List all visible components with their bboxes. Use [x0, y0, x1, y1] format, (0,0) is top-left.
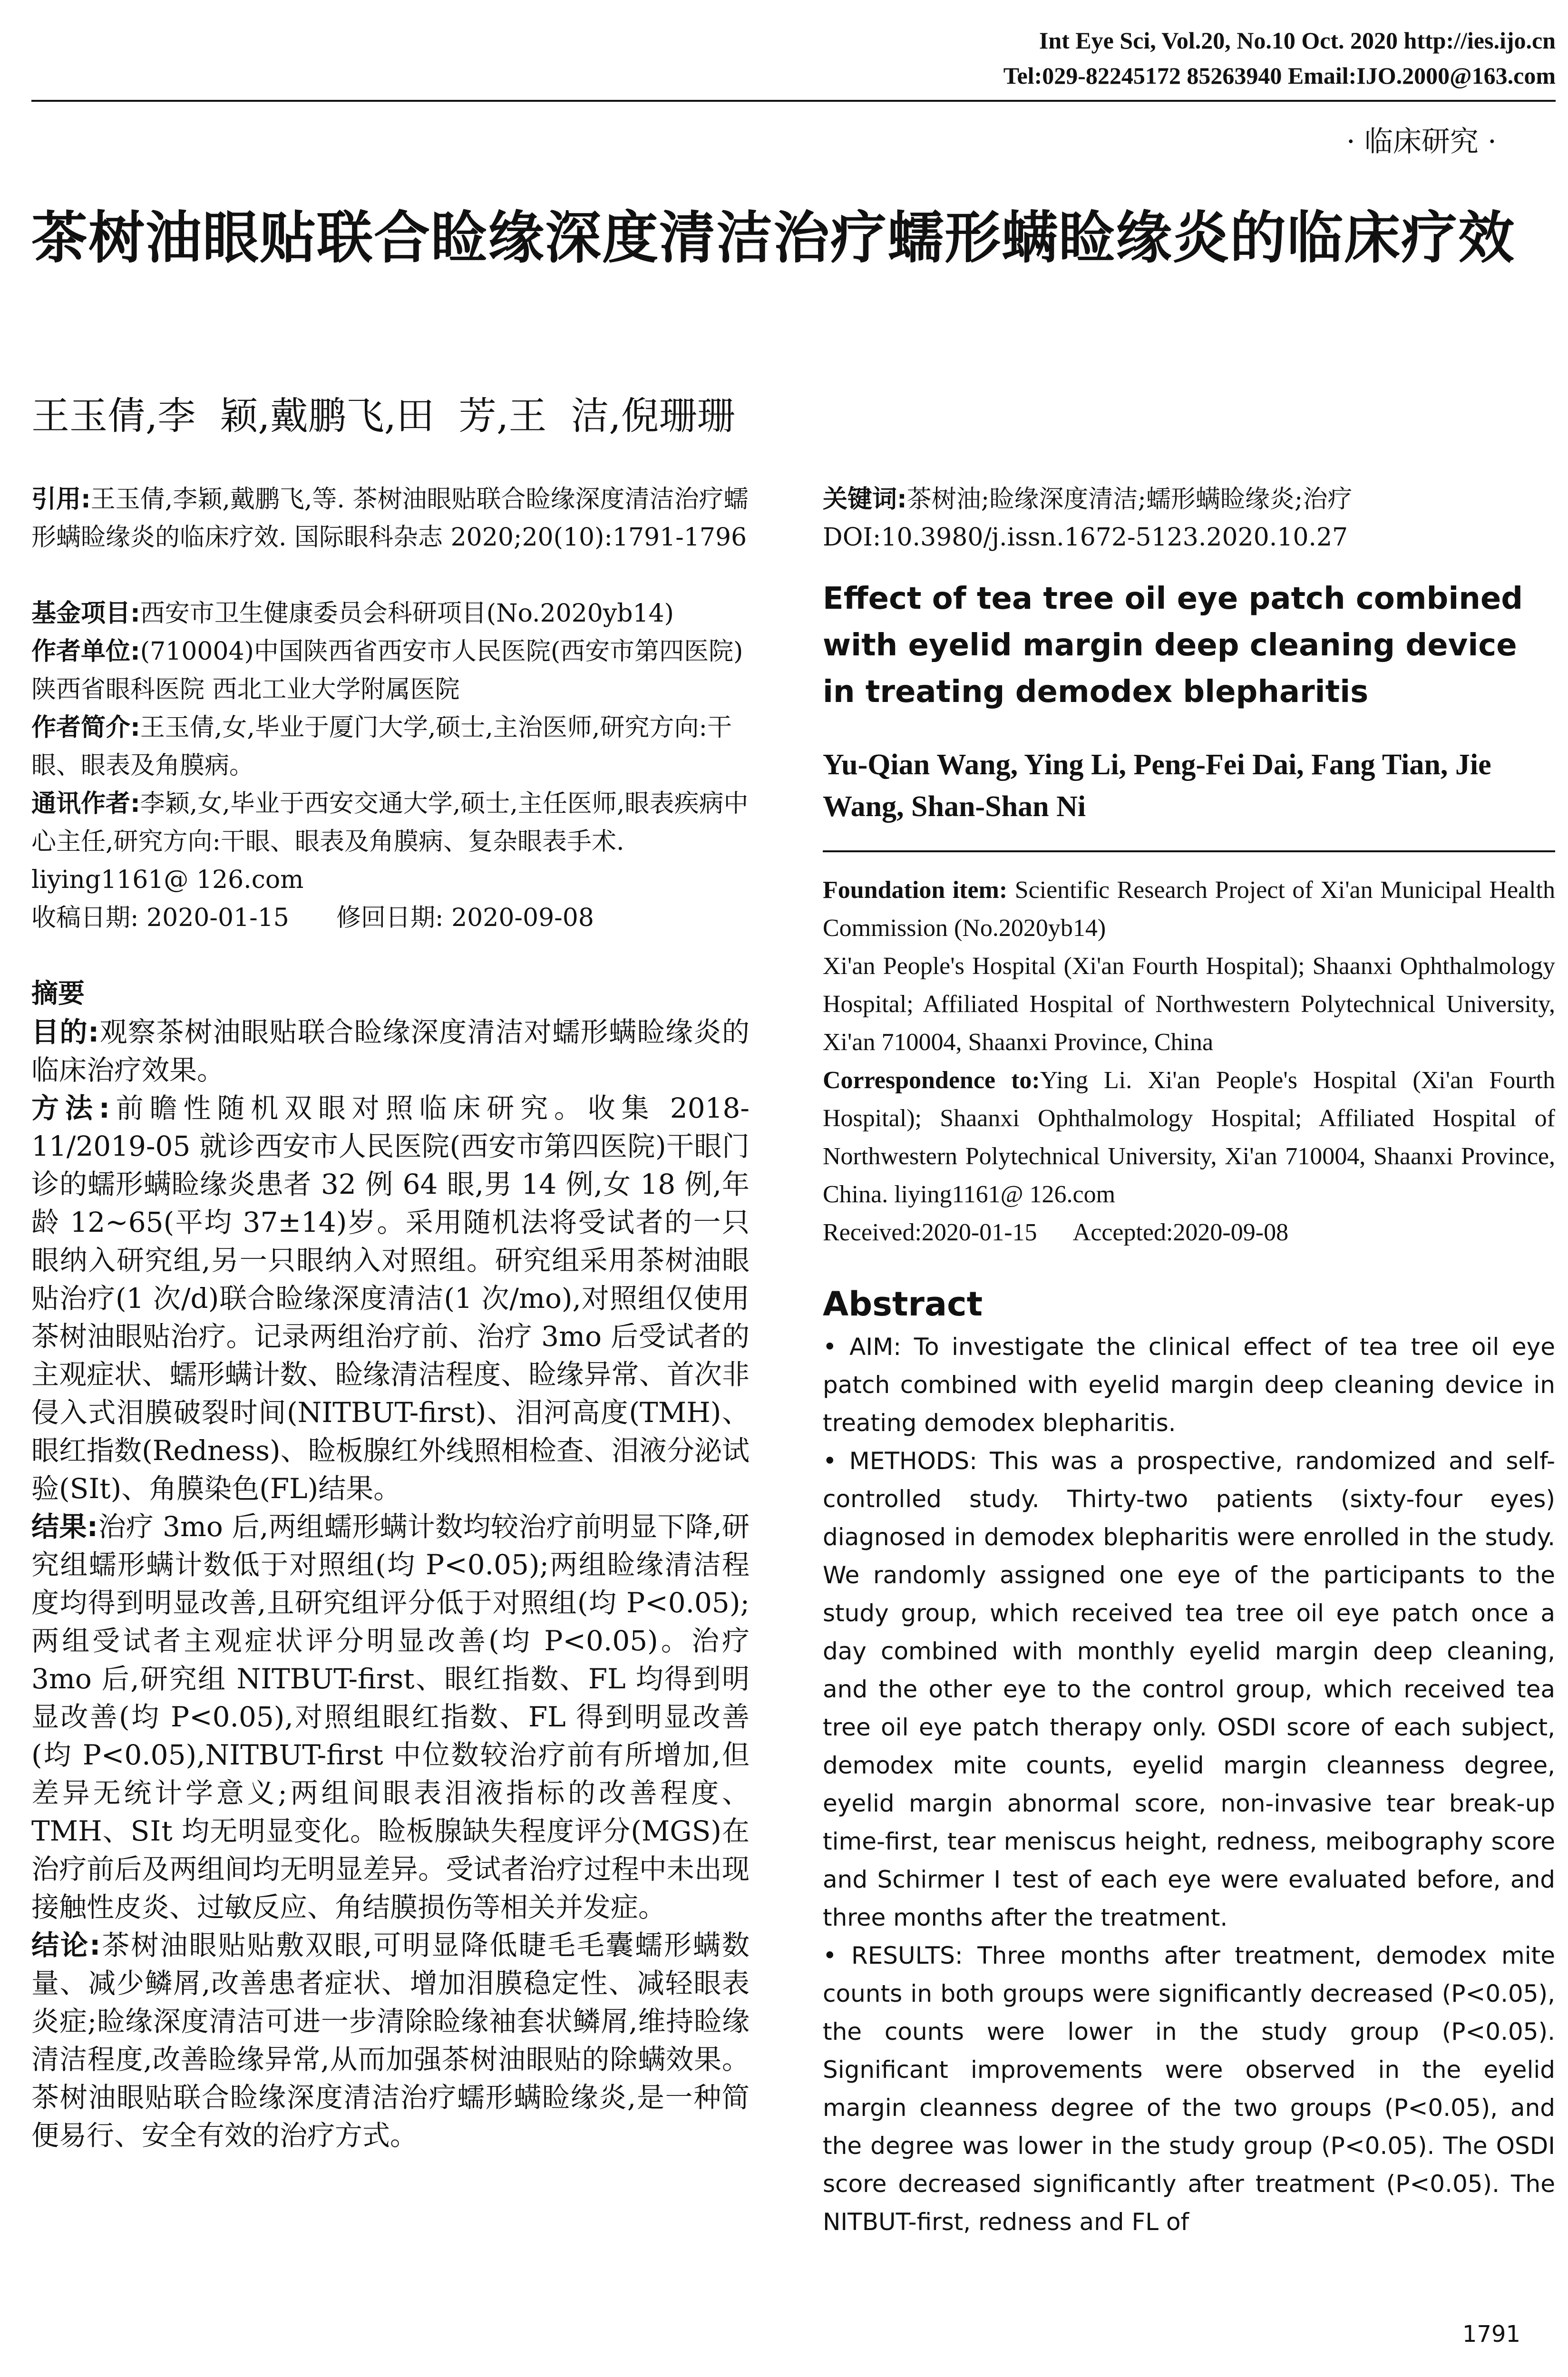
abstract-heading-en: Abstract	[823, 1285, 983, 1324]
aim-label-cn: 目的:	[31, 1016, 99, 1048]
foundation-item	[823, 871, 1555, 947]
abstract-conclusion-cn	[31, 1926, 750, 2154]
results-text-cn: 治疗 3mo 后,两组蠕形螨计数均较治疗前明显下降,研究组蠕形螨计数低于对照组(均 P<0.05);两组睑缘清洁程度均得到明显改善,且研究组评分低于对照组(均 P<0.05);两组受试者主观症状评分明显改善(均 P<0.05)。治疗 3mo 后,研究组 NITBUT-first、眼红指数、FL 均得到明显改善(均 P<0.05),对照组眼红指数、FL 得到明显改善(均 P<0.05),NITBUT-first 中位数较治疗前有所增加,但差异无统计学意义;两组间眼表泪液指标的改善程度、TMH、SⅠt 均无明显变化。睑板腺缺失程度评分(MGS)在治疗前后及两组间均无明显差异。受试者治疗过程中未出现接触性皮炎、过敏反应、角结膜损伤等相关并发症。	[31, 1510, 750, 1923]
abstract-results-cn	[31, 1508, 750, 1926]
results-text-en: Three months after treatment, demodex mite counts in both groups were significantly decreased (P<0.05), the counts were lower in the study group (P<0.05). Significant improvements were observed in the eyelid margin cleanness degree of the two groups (P<0.05), and the degree was lower in the study group (P<0.05). The OSDI score decreased significantly after treatment (P<0.05). The NITBUT-first, redness and FL of	[823, 1942, 1555, 2236]
foundation-text: Scientific Research Project of Xi'an Municipal Health Commission (No.2020yb14)	[823, 877, 1556, 942]
page-number: 1791	[1462, 2321, 1520, 2348]
spacer	[31, 937, 750, 975]
english-authors: Yu-Qian Wang, Ying Li, Peng-Fei Dai, Fang Tian, Jie Wang, Shan-Shan Ni	[823, 749, 1491, 823]
affiliation: Xi'an People's Hospital (Xi'an Fourth Hospital); Shaanxi Ophthalmology Hospital; Affiliated Hospital of Northwestern Polytechnical University, Xi'an 710004, Shaanxi Province, China	[823, 953, 1555, 1056]
english-title: Effect of tea tree oil eye patch combined with eyelid margin deep cleaning device in treating demodex blepharitis	[823, 581, 1523, 710]
corr-label: 通讯作者:	[31, 789, 140, 818]
concl-label-cn: 结论:	[31, 1929, 101, 1961]
author-unit	[31, 633, 750, 709]
right-column	[823, 480, 1555, 2241]
bio-label: 作者简介:	[31, 713, 140, 742]
fund-label: 基金项目:	[31, 599, 140, 628]
abstract-methods-en	[823, 1442, 1555, 1937]
header-rule	[31, 100, 1556, 102]
aim-label-en: • AIM:	[823, 1333, 902, 1361]
journal-header-line2: Tel:029-82245172 85263940 Email:IJO.2000@163.com	[1003, 62, 1556, 89]
citation	[31, 480, 750, 556]
bio-text: 王玉倩,女,毕业于厦门大学,硕士,主治医师,研究方向:干眼、眼表及角膜病。	[31, 713, 732, 780]
abstract-results-en	[823, 1937, 1555, 2241]
authors-chinese: 王玉倩,李 颖,戴鹏飞,田 芳,王 洁,倪珊珊	[31, 394, 735, 438]
correspondence-text: Ying Li. Xi'an People's Hospital (Xi'an Fourth Hospital); Shaanxi Ophthalmology Hospital; Affiliated Hospital of Northwestern Polytechnical University, Xi'an 710004, Shaanxi Province, China. liying1161@ 126.com	[823, 1067, 1555, 1208]
results-label-cn: 结果:	[31, 1510, 98, 1543]
fund-text: 西安市卫生健康委员会科研项目(No.2020yb14)	[140, 599, 674, 628]
received-accepted: Received:2020-01-15 Accepted:2020-09-08	[823, 1219, 1289, 1246]
unit-label: 作者单位:	[31, 637, 140, 666]
spacer	[31, 556, 750, 594]
citation-text: 王玉倩,李颖,戴鹏飞,等. 茶树油眼贴联合睑缘深度清洁治疗蠕形螨睑缘炎的临床疗效. 国际眼科杂志 2020;20(10):1791-1796	[31, 485, 749, 552]
keywords-label: 关键词:	[823, 485, 907, 514]
left-column	[31, 480, 750, 2154]
citation-label: 引用:	[31, 485, 91, 514]
fund-item	[31, 594, 750, 633]
abstract-heading-cn: 摘要	[31, 978, 85, 1009]
methods-text-en: This was a prospective, randomized and self-controlled study. Thirty-two patients (sixty-four eyes) diagnosed in demodex blepharitis were enrolled in the study. We randomly assigned one eye of the participants to the study group, which received tea tree oil eye patch once a day combined with monthly eyelid margin deep cleaning, and the other eye to the control group, which received tea tree oil eye patch therapy only. OSDI score of each subject, demodex mite counts, eyelid margin cleanness degree, eyelid margin abnormal score, non-invasive tear break-up time-first, tear meniscus height, redness, meibography score and Schirmer Ⅰ test of each eye were evaluated before, and three months after the treatment.	[823, 1447, 1555, 1931]
article-title: 茶树油眼贴联合睑缘深度清洁治疗蠕形螨睑缘炎的临床疗效	[31, 205, 1516, 271]
author-bio	[31, 709, 750, 785]
keywords	[823, 480, 1555, 518]
methods-text-cn: 前瞻性随机双眼对照临床研究。收集 2018-11/2019-05 就诊西安市人民医院(西安市第四医院)干眼门诊的蠕形螨睑缘炎患者 32 例 64 眼,男 14 例,女 18 例,年龄 12~65(平均 37±14)岁。采用随机法将受试者的一只眼纳入研究组,另一只眼纳入对照组。研究组采用茶树油眼贴治疗(1 次/d)联合睑缘深度清洁(1 次/mo),对照组仅使用茶树油眼贴治疗。记录两组治疗前、治疗 3mo 后受试者的主观症状、蠕形螨计数、睑缘清洁程度、睑缘异常、首次非侵入式泪膜破裂时间(NITBUT-first)、泪河高度(TMH)、眼红指数(Redness)、睑板腺红外线照相检查、泪液分泌试验(SⅠt)、角膜染色(FL)结果。	[31, 1092, 750, 1505]
unit-text: (710004)中国陕西省西安市人民医院(西安市第四医院)陕西省眼科医院 西北工业大学附属医院	[31, 637, 743, 704]
doi: DOI:10.3980/j.issn.1672-5123.2020.10.27	[823, 523, 1348, 552]
received-dates: 收稿日期: 2020-01-15 修回日期: 2020-09-08	[31, 904, 594, 932]
correspondence-label: Correspondence to:	[823, 1067, 1040, 1094]
abstract-aim-cn	[31, 1013, 750, 1089]
concl-text-cn: 茶树油眼贴贴敷双眼,可明显降低睫毛毛囊蠕形螨数量、减少鳞屑,改善患者症状、增加泪膜稳定性、减轻眼表炎症;睑缘深度清洁可进一步清除睑缘袖套状鳞屑,维持睑缘清洁程度,改善睑缘异常,从而加强茶树油眼贴的除螨效果。茶树油眼贴联合睑缘深度清洁治疗蠕形螨睑缘炎,是一种简便易行、安全有效的治疗方式。	[31, 1929, 750, 2152]
abstract-methods-cn	[31, 1089, 750, 1508]
section-category: · 临床研究 ·	[1346, 125, 1497, 158]
aim-text-cn: 观察茶树油眼贴联合睑缘深度清洁对蠕形螨睑缘炎的临床治疗效果。	[31, 1016, 750, 1086]
section-rule	[823, 850, 1555, 852]
corr-text: 李颖,女,毕业于西安交通大学,硕士,主任医师,眼表疾病中心主任,研究方向:干眼、眼表及角膜病、复杂眼表手术. liying1161@ 126.com	[31, 789, 749, 894]
methods-label-cn: 方法:	[31, 1092, 110, 1124]
methods-label-en: • METHODS:	[823, 1447, 977, 1475]
correspondence	[823, 1062, 1555, 1214]
journal-header-line1: Int Eye Sci, Vol.20, No.10 Oct. 2020 http://ies.ijo.cn	[1039, 27, 1556, 54]
aim-text-en: To investigate the clinical effect of tea tree oil eye patch combined with eyelid margin deep cleaning device in treating demodex blepharitis.	[823, 1333, 1555, 1437]
corresponding-author	[31, 785, 750, 899]
abstract-aim-en	[823, 1328, 1555, 1442]
foundation-label: Foundation item:	[823, 877, 1008, 904]
results-label-en: • RESULTS:	[823, 1942, 963, 1969]
keywords-text: 茶树油;睑缘深度清洁;蠕形螨睑缘炎;治疗	[906, 485, 1353, 514]
